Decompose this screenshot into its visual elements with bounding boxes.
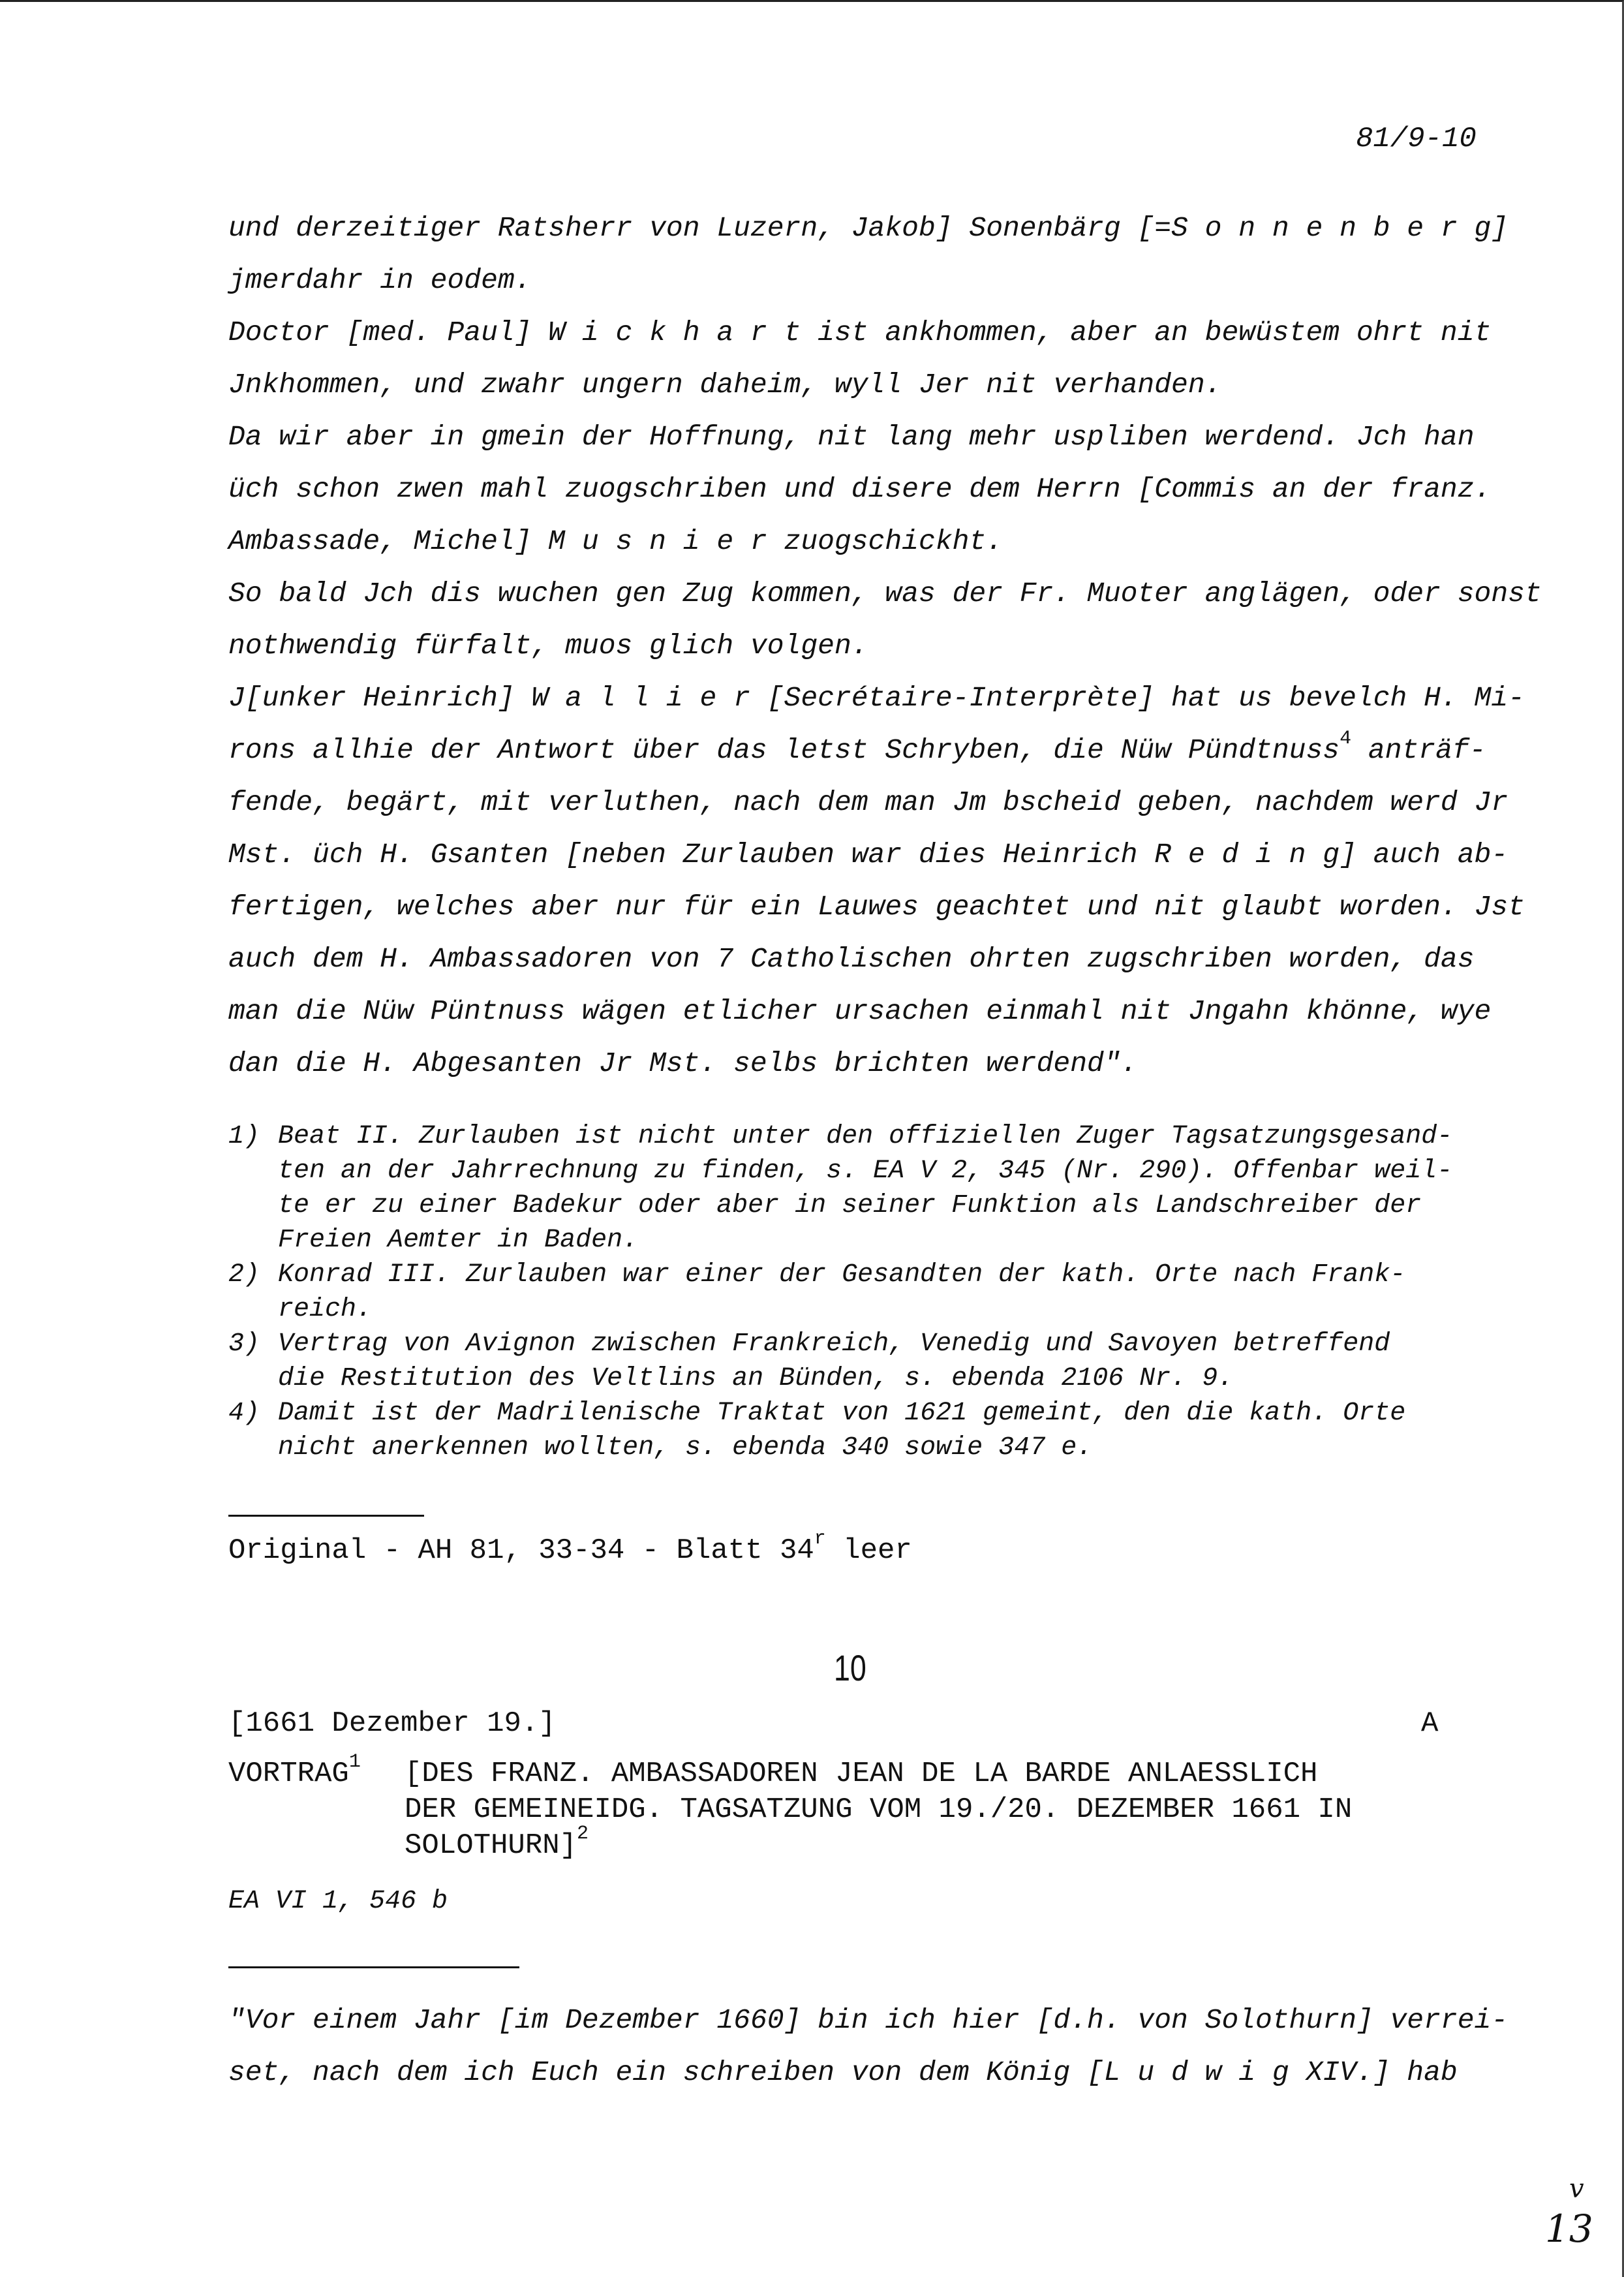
footnote-line: reich. — [278, 1295, 373, 1324]
footnote-marker: 4 — [1340, 728, 1352, 750]
letter-line: Da wir aber in gmein der Hoffnung, nit lang mehr uspliben werdend. Jch han — [228, 421, 1475, 453]
source-divider — [228, 1515, 424, 1517]
footnote-line: te er zu einer Badekur oder aber in seiner Funktion als Landschreiber der — [278, 1191, 1422, 1220]
letter-line: Doctor [med. Paul] W i c k h a r t ist ankhommen, aber an bewüstem ohrt nit — [228, 317, 1492, 349]
letter-line: und derzeitiger Ratsherr von Luzern, Jakob] Sonenbärg [=S o n n e n b e r g] — [228, 212, 1509, 244]
document-title-superscript: 2 — [577, 1823, 589, 1845]
text-divider — [228, 1966, 519, 1968]
letter-line: jmerdahr in eodem. — [228, 264, 532, 296]
document-label-text: VORTRAG — [228, 1758, 349, 1790]
letter-line-text: anträf- — [1351, 734, 1486, 766]
footnote-line: Beat II. Zurlauben ist nicht unter den offiziellen Zuger Tagsatzungsgesand- — [278, 1122, 1453, 1151]
document-label — [228, 1751, 361, 1790]
footnote-line: Konrad III. Zurlauben war einer der Gesandten der kath. Orte nach Frank- — [278, 1260, 1406, 1290]
letter-line: fertigen, welches aber nur für ein Lauwes geachtet und nit glaubt worden. Jst — [228, 891, 1525, 923]
letter-line: man die Nüw Püntnuss wägen etlicher ursachen einmahl nit Jngahn khönne, wye — [228, 995, 1492, 1027]
letter-line: Ambassade, Michel] M u s n i e r zuogschickht. — [228, 525, 1003, 557]
source-text: leer — [825, 1534, 912, 1567]
document-label-superscript: 1 — [348, 1751, 361, 1773]
footnote-number: 2) — [228, 1260, 260, 1290]
page-reference: 81/9-10 — [1356, 123, 1477, 155]
document-reference: EA VI 1, 546 b — [228, 1887, 448, 1916]
document-letter: A — [1421, 1707, 1439, 1740]
letter-line: üch schon zwen mahl zuogschriben und disere dem Herrn [Commis an der franz. — [228, 473, 1492, 505]
source-line — [228, 1528, 912, 1567]
footnote-line: die Restitution des Veltlins an Bünden, s. ebenda 2106 Nr. 9. — [278, 1364, 1234, 1393]
check-mark: v — [1569, 2174, 1584, 2204]
footnote-line: Freien Aemter in Baden. — [278, 1226, 639, 1255]
letter-line: auch dem H. Ambassadoren von 7 Catholischen ohrten zugschriben worden, das — [228, 943, 1475, 975]
footnote-number: 4) — [228, 1399, 260, 1428]
document-date: [1661 Dezember 19.] — [228, 1707, 556, 1740]
letter-line-with-footnote — [228, 728, 1486, 766]
footnote-number: 1) — [228, 1122, 260, 1151]
footnote-line: nicht anerkennen wollten, s. ebenda 340 sowie 347 e. — [278, 1433, 1093, 1463]
footnote-number: 3) — [228, 1329, 260, 1359]
source-text: Original - AH 81, 33-34 - Blatt 34 — [228, 1534, 814, 1567]
document-text-line: set, nach dem ich Euch ein schreiben von dem König [L u d w i g XIV.] hab — [228, 2056, 1458, 2088]
document-title-line: DER GEMEINEIDG. TAGSATZUNG VOM 19./20. DEZEMBER 1661 IN — [405, 1793, 1353, 1826]
document-title-text: SOLOTHURN] — [405, 1829, 577, 1862]
footnote-line: Vertrag von Avignon zwischen Frankreich, Venedig und Savoyen betreffend — [278, 1329, 1390, 1359]
folio-number: 13 — [1545, 2207, 1593, 2251]
letter-line: J[unker Heinrich] W a l l i e r [Secrétaire-Interprète] hat us bevelch H. Mi- — [228, 682, 1525, 714]
letter-line: So bald Jch dis wuchen gen Zug kommen, was der Fr. Muoter anglägen, oder sonst — [228, 578, 1542, 610]
letter-line-text: rons allhie der Antwort über das letst Schryben, die Nüw Pündtnuss — [228, 734, 1340, 766]
footnote-line: Damit ist der Madrilenische Traktat von 1621 gemeint, den die kath. Orte — [278, 1399, 1406, 1428]
document-number: 10 — [834, 1647, 866, 1688]
letter-line: fende, begärt, mit verluthen, nach dem man Jm bscheid geben, nachdem werd Jr — [228, 786, 1509, 818]
letter-line: Mst. üch H. Gsanten [neben Zurlauben war dies Heinrich R e d i n g] auch ab- — [228, 839, 1509, 871]
letter-line: Jnkhommen, und zwahr ungern daheim, wyll Jer nit verhanden. — [228, 369, 1222, 401]
letter-line: dan die H. Abgesanten Jr Mst. selbs brichten werdend". — [228, 1047, 1138, 1079]
document-title-last-line — [405, 1823, 589, 1862]
letter-line: nothwendig fürfalt, muos glich volgen. — [228, 630, 868, 662]
document-title-line: [DES FRANZ. AMBASSADOREN JEAN DE LA BARDE ANLAESSLICH — [405, 1758, 1318, 1790]
source-superscript: r — [814, 1528, 826, 1550]
footnote-line: ten an der Jahrrechnung zu finden, s. EA V 2, 345 (Nr. 290). Offenbar weil- — [278, 1156, 1453, 1186]
document-text-line: "Vor einem Jahr [im Dezember 1660] bin ich hier [d.h. von Solothurn] verrei- — [228, 2004, 1509, 2036]
